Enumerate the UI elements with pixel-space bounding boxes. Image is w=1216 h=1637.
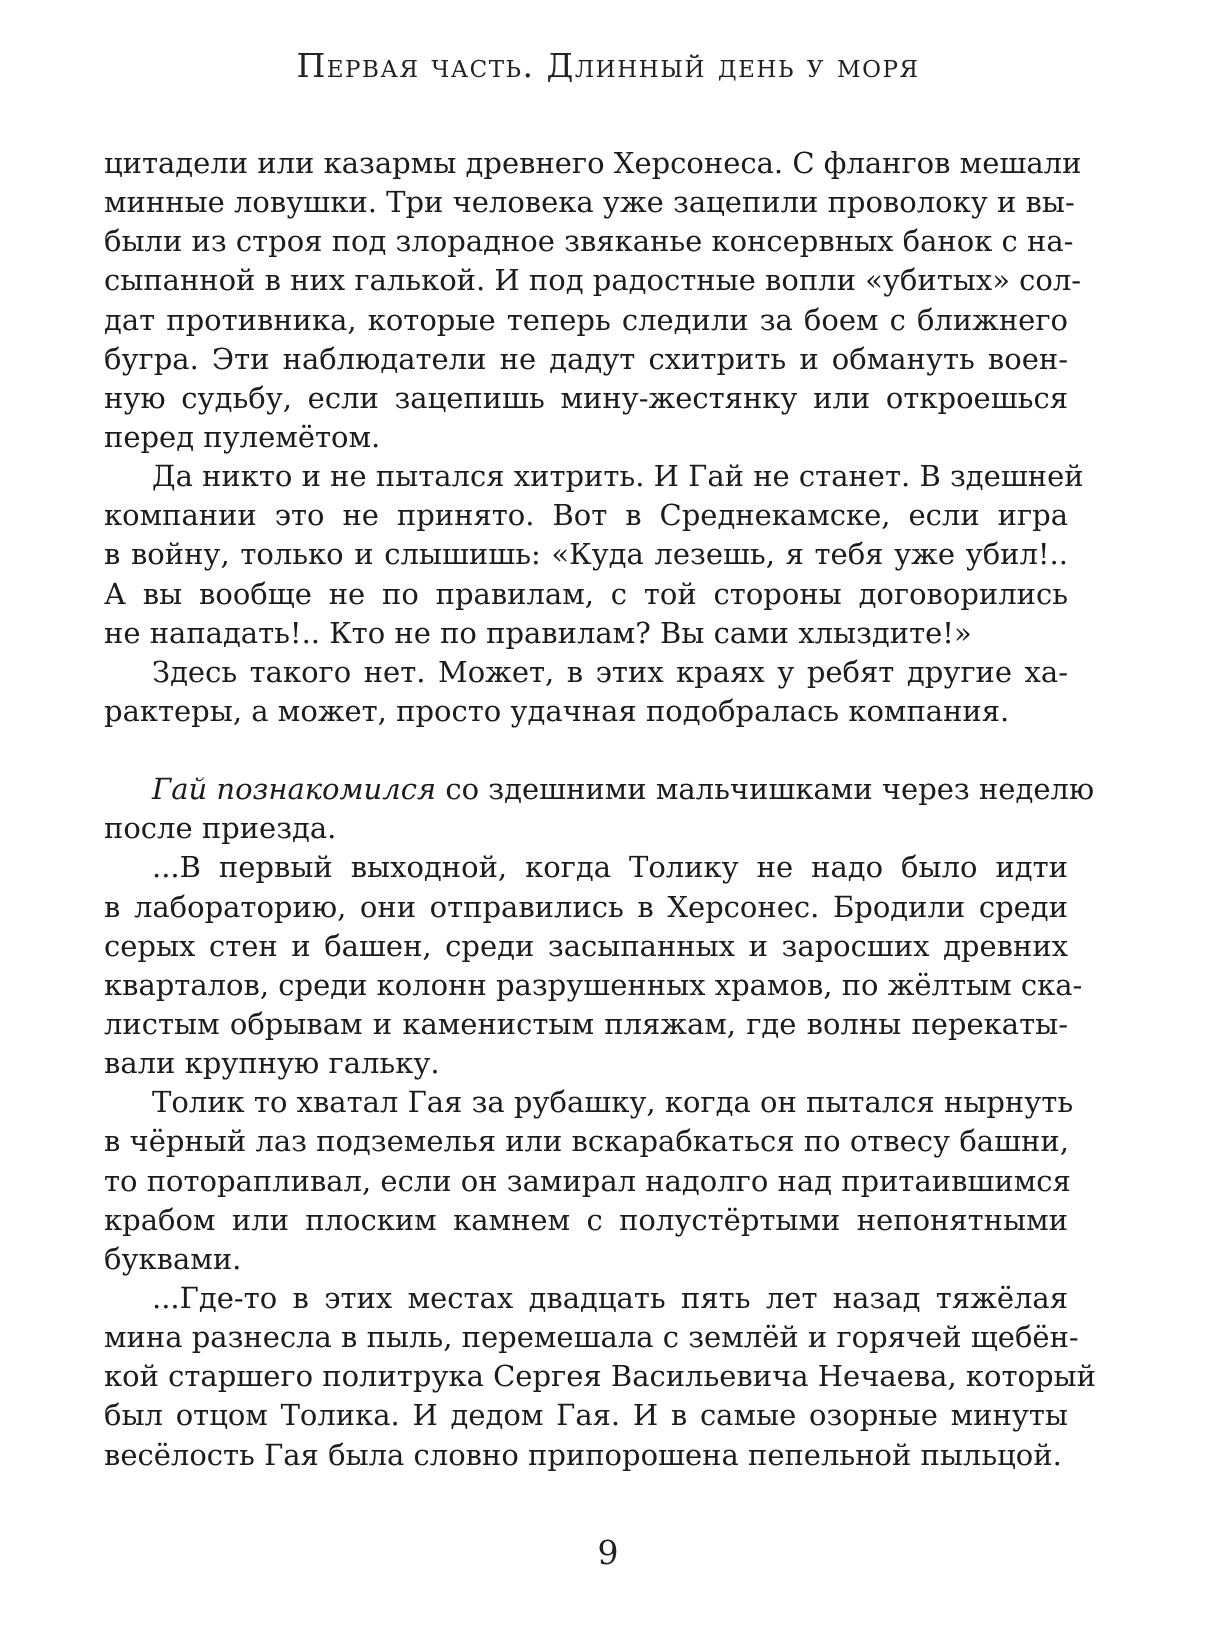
text-line: вали крупную гальку. bbox=[104, 1046, 440, 1081]
text-line: Да никто и не пытался хитрить. И Гай не станет. В здешней bbox=[152, 459, 1084, 494]
text-line: ...Где-то в этих местах двадцать пять лет назад тяжёлая bbox=[152, 1280, 1068, 1315]
text-line: ...В первый выходной, когда Толику не надо было идти bbox=[152, 850, 1068, 885]
body-text bbox=[104, 144, 1096, 1475]
text-line: в лабораторию, они отправились в Херсонес. Бродили среди bbox=[104, 889, 1068, 924]
text-line: был отцом Толика. И дедом Гая. И в самые озорные минуты bbox=[104, 1398, 1068, 1433]
text-line: листым обрывам и каменистым пляжам, где волны перекаты- bbox=[104, 1006, 1068, 1041]
text-line: перед пулемётом. bbox=[104, 419, 381, 454]
italic-lead-in: Гай познакомился bbox=[152, 772, 437, 807]
text-line: ную судьбу, если зацепишь мину-жестянку или откроешься bbox=[104, 380, 1068, 415]
text-line: были из строя под злорадное звяканье консервных банок с на- bbox=[104, 224, 1074, 259]
text-run: со здешними мальчишками через неделю bbox=[436, 772, 1095, 807]
text-line: Толик то хватал Гая за рубашку, когда он пытался нырнуть bbox=[152, 1085, 1074, 1120]
text-line: буквами. bbox=[104, 1241, 242, 1276]
text-line: рактеры, а может, просто удачная подобралась компания. bbox=[104, 693, 1010, 728]
text-line: то поторапливал, если он замирал надолго над притаившимся bbox=[104, 1163, 1071, 1198]
text-line: весёлость Гая была словно припорошена пепельной пыльцой. bbox=[104, 1437, 1062, 1472]
text-line: минные ловушки. Три человека уже зацепили проволоку и вы- bbox=[104, 185, 1075, 220]
text-line: серых стен и башен, среди засыпанных и заросших древних bbox=[104, 928, 1068, 963]
text-line: дат противника, которые теперь следили за боем с ближнего bbox=[104, 302, 1068, 337]
text-line: в войну, только и слышишь: «Куда лезешь, я тебя уже убил!.. bbox=[104, 537, 1068, 572]
text-line bbox=[104, 770, 1095, 809]
text-line: мина разнесла в пыль, перемешала с землёй и горячей щебён- bbox=[104, 1320, 1079, 1355]
text-line: кварталов, среди колонн разрушенных храмов, по жёлтым ска- bbox=[104, 967, 1083, 1002]
text-line: компании это не принято. Вот в Среднекамске, если игра bbox=[104, 498, 1068, 533]
text-line: после приезда. bbox=[104, 811, 337, 846]
text-line: бугра. Эти наблюдатели не дадут схитрить и обмануть воен- bbox=[104, 341, 1068, 376]
text-line: крабом или плоским камнем с полустёртыми непонятными bbox=[104, 1202, 1068, 1237]
page-number: 9 bbox=[597, 1533, 619, 1572]
text-line: Здесь такого нет. Может, в этих краях у ребят другие ха- bbox=[152, 654, 1068, 689]
running-head: Первая часть. Длинный день у моря bbox=[296, 46, 920, 85]
text-line: цитадели или казармы древнего Херсонеса. С флангов мешали bbox=[104, 146, 1082, 180]
text-line: А вы вообще не по правилам, с той стороны договорились bbox=[104, 576, 1068, 611]
text-line: сыпанной в них галькой. И под радостные вопли «убитых» сол- bbox=[104, 263, 1082, 298]
text-line: не нападать!.. Кто не по правилам? Вы сами хлыздите!» bbox=[104, 615, 972, 650]
text-line: кой старшего политрука Сергея Васильевича Нечаева, который bbox=[104, 1359, 1096, 1394]
text-line: в чёрный лаз подземелья или вскарабкаться по отвесу башни, bbox=[104, 1124, 1069, 1159]
